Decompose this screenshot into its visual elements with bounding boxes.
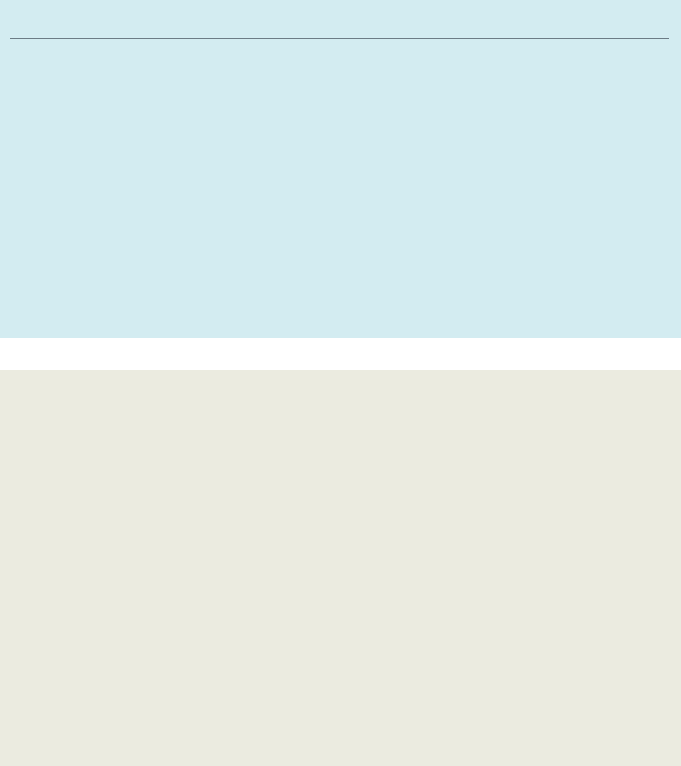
technical-data-panel bbox=[0, 0, 681, 338]
header-divider bbox=[10, 38, 669, 39]
process-diagram bbox=[0, 510, 681, 750]
